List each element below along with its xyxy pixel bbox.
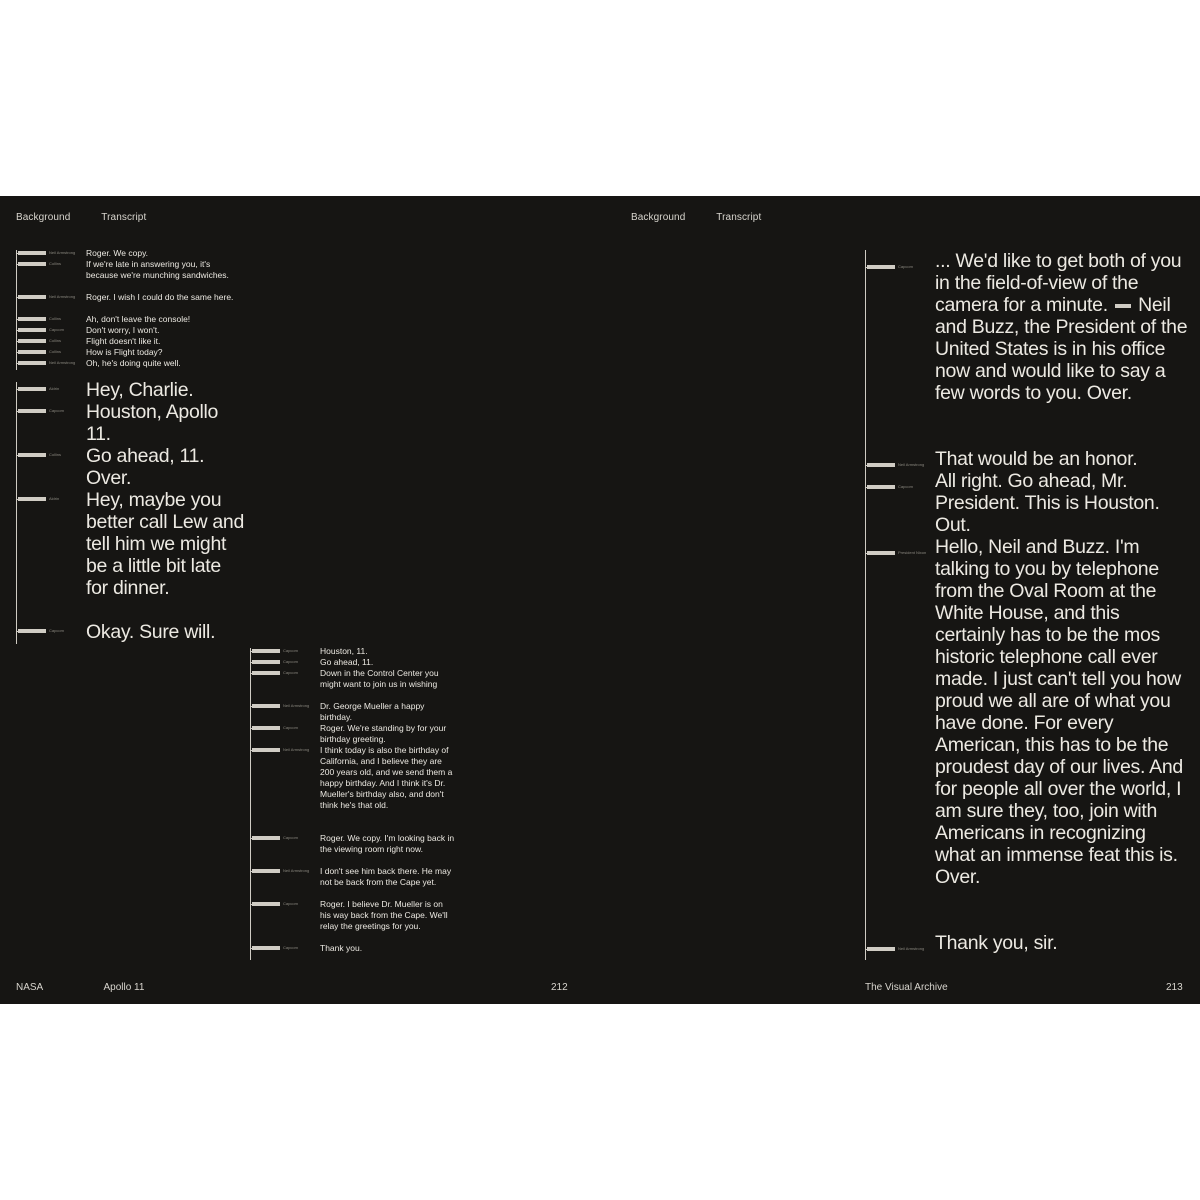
timecode-bar xyxy=(252,869,280,873)
timeline-rule xyxy=(16,382,17,644)
book-spread xyxy=(0,196,1200,1004)
speaker-label: Capcom xyxy=(49,628,64,633)
transcript-block-small-bottom xyxy=(250,648,460,960)
timecode-bar xyxy=(18,629,46,633)
speaker-label: Neil Armstrong xyxy=(283,868,310,873)
timecode-bar xyxy=(867,551,895,555)
right-page xyxy=(600,196,1200,1004)
speaker-label: Neil Armstrong xyxy=(49,360,76,365)
timeline-rule xyxy=(250,648,251,960)
dialogue-text: That would be an honor. xyxy=(935,448,1138,470)
page-number: 213 xyxy=(1166,982,1183,993)
timecode-bar xyxy=(18,328,46,332)
header-section: Background xyxy=(631,212,686,223)
footer-title: The Visual Archive xyxy=(865,982,948,993)
speaker-label: Collins xyxy=(49,338,62,343)
speaker-label: Capcom xyxy=(49,327,64,332)
dialogue-text: Oh, he's doing quite well. xyxy=(86,358,181,368)
header-subsection: Transcript xyxy=(101,212,147,223)
timecode-bar xyxy=(18,361,46,365)
speaker-label: Aldrin xyxy=(49,386,60,391)
dialogue-text: Hello, Neil and Buzz. I'm talking to you by telephone from the Oval Room at the White House, and this certainly has to be the mos historic telephone call ever made. I just can't tell you how proud we all are of what you have done. For every American, this has to be the proudest day of our lives. And for people all over the world, I am sure they, too, join with Americans in recognizing what an immense feat this is. Over. xyxy=(935,536,1183,888)
dialogue-text: Okay. Sure will. xyxy=(86,621,216,643)
speaker-label: Capcom xyxy=(49,408,64,413)
dialogue-text: Go ahead, 11. xyxy=(320,657,374,667)
header-section: Background xyxy=(16,212,71,223)
speaker-label: Neil Armstrong xyxy=(283,703,310,708)
timecode-bar xyxy=(18,317,46,321)
timecode-bar xyxy=(867,947,895,951)
timeline-rule xyxy=(865,250,866,960)
timecode-bar xyxy=(252,902,280,906)
dialogue-text: I don't see him back there. He may not be back from the Cape yet. xyxy=(320,866,452,887)
speaker-label: Capcom xyxy=(283,835,298,840)
dialogue-text: Flight doesn't like it. xyxy=(86,336,161,346)
speaker-label: Capcom xyxy=(898,264,913,269)
dialogue-text: Thank you, sir. xyxy=(935,932,1058,954)
dialogue-text: Roger. I believe Dr. Mueller is on his way back from the Cape. We'll relay the greetings for you. xyxy=(320,899,448,931)
timecode-bar xyxy=(252,649,280,653)
timecode-bar xyxy=(252,671,280,675)
speaker-label: Capcom xyxy=(283,945,298,950)
running-footer xyxy=(16,982,144,993)
dialogue-text: Roger. We copy. I'm looking back in the viewing room right now. xyxy=(320,833,455,854)
speaker-label: Capcom xyxy=(283,670,298,675)
speaker-label: Neil Armstrong xyxy=(898,946,925,951)
dialogue-text: Roger. We copy. xyxy=(86,248,149,258)
running-header xyxy=(631,212,761,223)
timecode-bar xyxy=(252,836,280,840)
speaker-label: Neil Armstrong xyxy=(49,250,76,255)
speaker-label: Collins xyxy=(49,261,62,266)
dialogue-text: Hey, maybe you better call Lew and tell him we might be a little bit late for dinner. xyxy=(86,489,244,599)
dialogue-text: If we're late in answering you, it's because we're munching sandwiches. xyxy=(86,259,229,280)
timecode-bar xyxy=(252,660,280,664)
timecode-bar xyxy=(18,251,46,255)
page-number: 212 xyxy=(551,982,568,993)
footer-title: Apollo 11 xyxy=(103,982,145,993)
footer-publisher: NASA xyxy=(16,982,43,993)
speaker-label: Capcom xyxy=(283,659,298,664)
timecode-bar xyxy=(252,726,280,730)
speaker-label: Collins xyxy=(49,452,62,457)
timecode-bar xyxy=(18,262,46,266)
dialogue-text: Down in the Control Center you might want to join us in wishing xyxy=(320,668,439,689)
dialogue-text: Dr. George Mueller a happy birthday. xyxy=(320,701,425,722)
dialogue-text xyxy=(935,250,1189,404)
dialogue-text: Roger. I wish I could do the same here. xyxy=(86,292,234,302)
timecode-bar xyxy=(252,704,280,708)
dialogue-text: Thank you. xyxy=(320,943,363,953)
timecode-bar xyxy=(867,485,895,489)
timecode-bar xyxy=(18,409,46,413)
dialogue-text-part: Neil and Buzz, the President of the United States is in his office now and would like to say a few words to you. Over. xyxy=(935,294,1188,404)
transcript-block-large-left xyxy=(16,379,244,644)
speaker-label: President Nixon xyxy=(898,550,927,555)
dialogue-text: Go ahead, 11. Over. xyxy=(86,445,205,489)
dialogue-text-part: ... We'd like to get both of you in the field-of-view of the camera for a minute. xyxy=(935,250,1182,316)
transcript-block-large-right xyxy=(865,250,1195,960)
dialogue-text: I think today is also the birthday of California, and I believe they are 200 years old, and we send them a happy birthday. And I think it's Dr. Mueller's birthday also, and don't think he's that old. xyxy=(320,745,453,810)
dialogue-text: All right. Go ahead, Mr. President. This is Houston. Out. xyxy=(935,470,1160,536)
speaker-label: Aldrin xyxy=(49,496,60,501)
timecode-bar xyxy=(867,463,895,467)
header-subsection: Transcript xyxy=(716,212,762,223)
speaker-label: Capcom xyxy=(898,484,913,489)
speaker-label: Neil Armstrong xyxy=(49,294,76,299)
running-header xyxy=(16,212,146,223)
dialogue-text: Don't worry, I won't. xyxy=(86,325,160,335)
dialogue-text: Houston, 11. xyxy=(320,646,368,656)
left-page xyxy=(0,196,600,1004)
timecode-bar xyxy=(18,339,46,343)
timecode-bar xyxy=(252,748,280,752)
dialogue-text: Hey, Charlie. xyxy=(86,379,194,401)
transcript-block-small-top xyxy=(16,250,236,370)
speaker-label: Capcom xyxy=(283,901,298,906)
timecode-bar xyxy=(18,295,46,299)
speaker-label: Capcom xyxy=(283,648,298,653)
timecode-bar xyxy=(18,387,46,391)
dialogue-text: Houston, Apollo 11. xyxy=(86,401,219,445)
dialogue-text: How is Flight today? xyxy=(86,347,163,357)
timecode-bar xyxy=(18,453,46,457)
timecode-bar xyxy=(252,946,280,950)
dialogue-text: Roger. We're standing by for your birthday greeting. xyxy=(320,723,447,744)
timecode-bar xyxy=(867,265,895,269)
speaker-label: Neil Armstrong xyxy=(283,747,310,752)
dialogue-text: Ah, don't leave the console! xyxy=(86,314,191,324)
speaker-label: Collins xyxy=(49,349,62,354)
timecode-bar xyxy=(18,350,46,354)
speaker-label: Capcom xyxy=(283,725,298,730)
inline-timecode-bar xyxy=(1115,304,1131,308)
speaker-label: Neil Armstrong xyxy=(898,462,925,467)
timecode-bar xyxy=(18,497,46,501)
speaker-label: Collins xyxy=(49,316,62,321)
